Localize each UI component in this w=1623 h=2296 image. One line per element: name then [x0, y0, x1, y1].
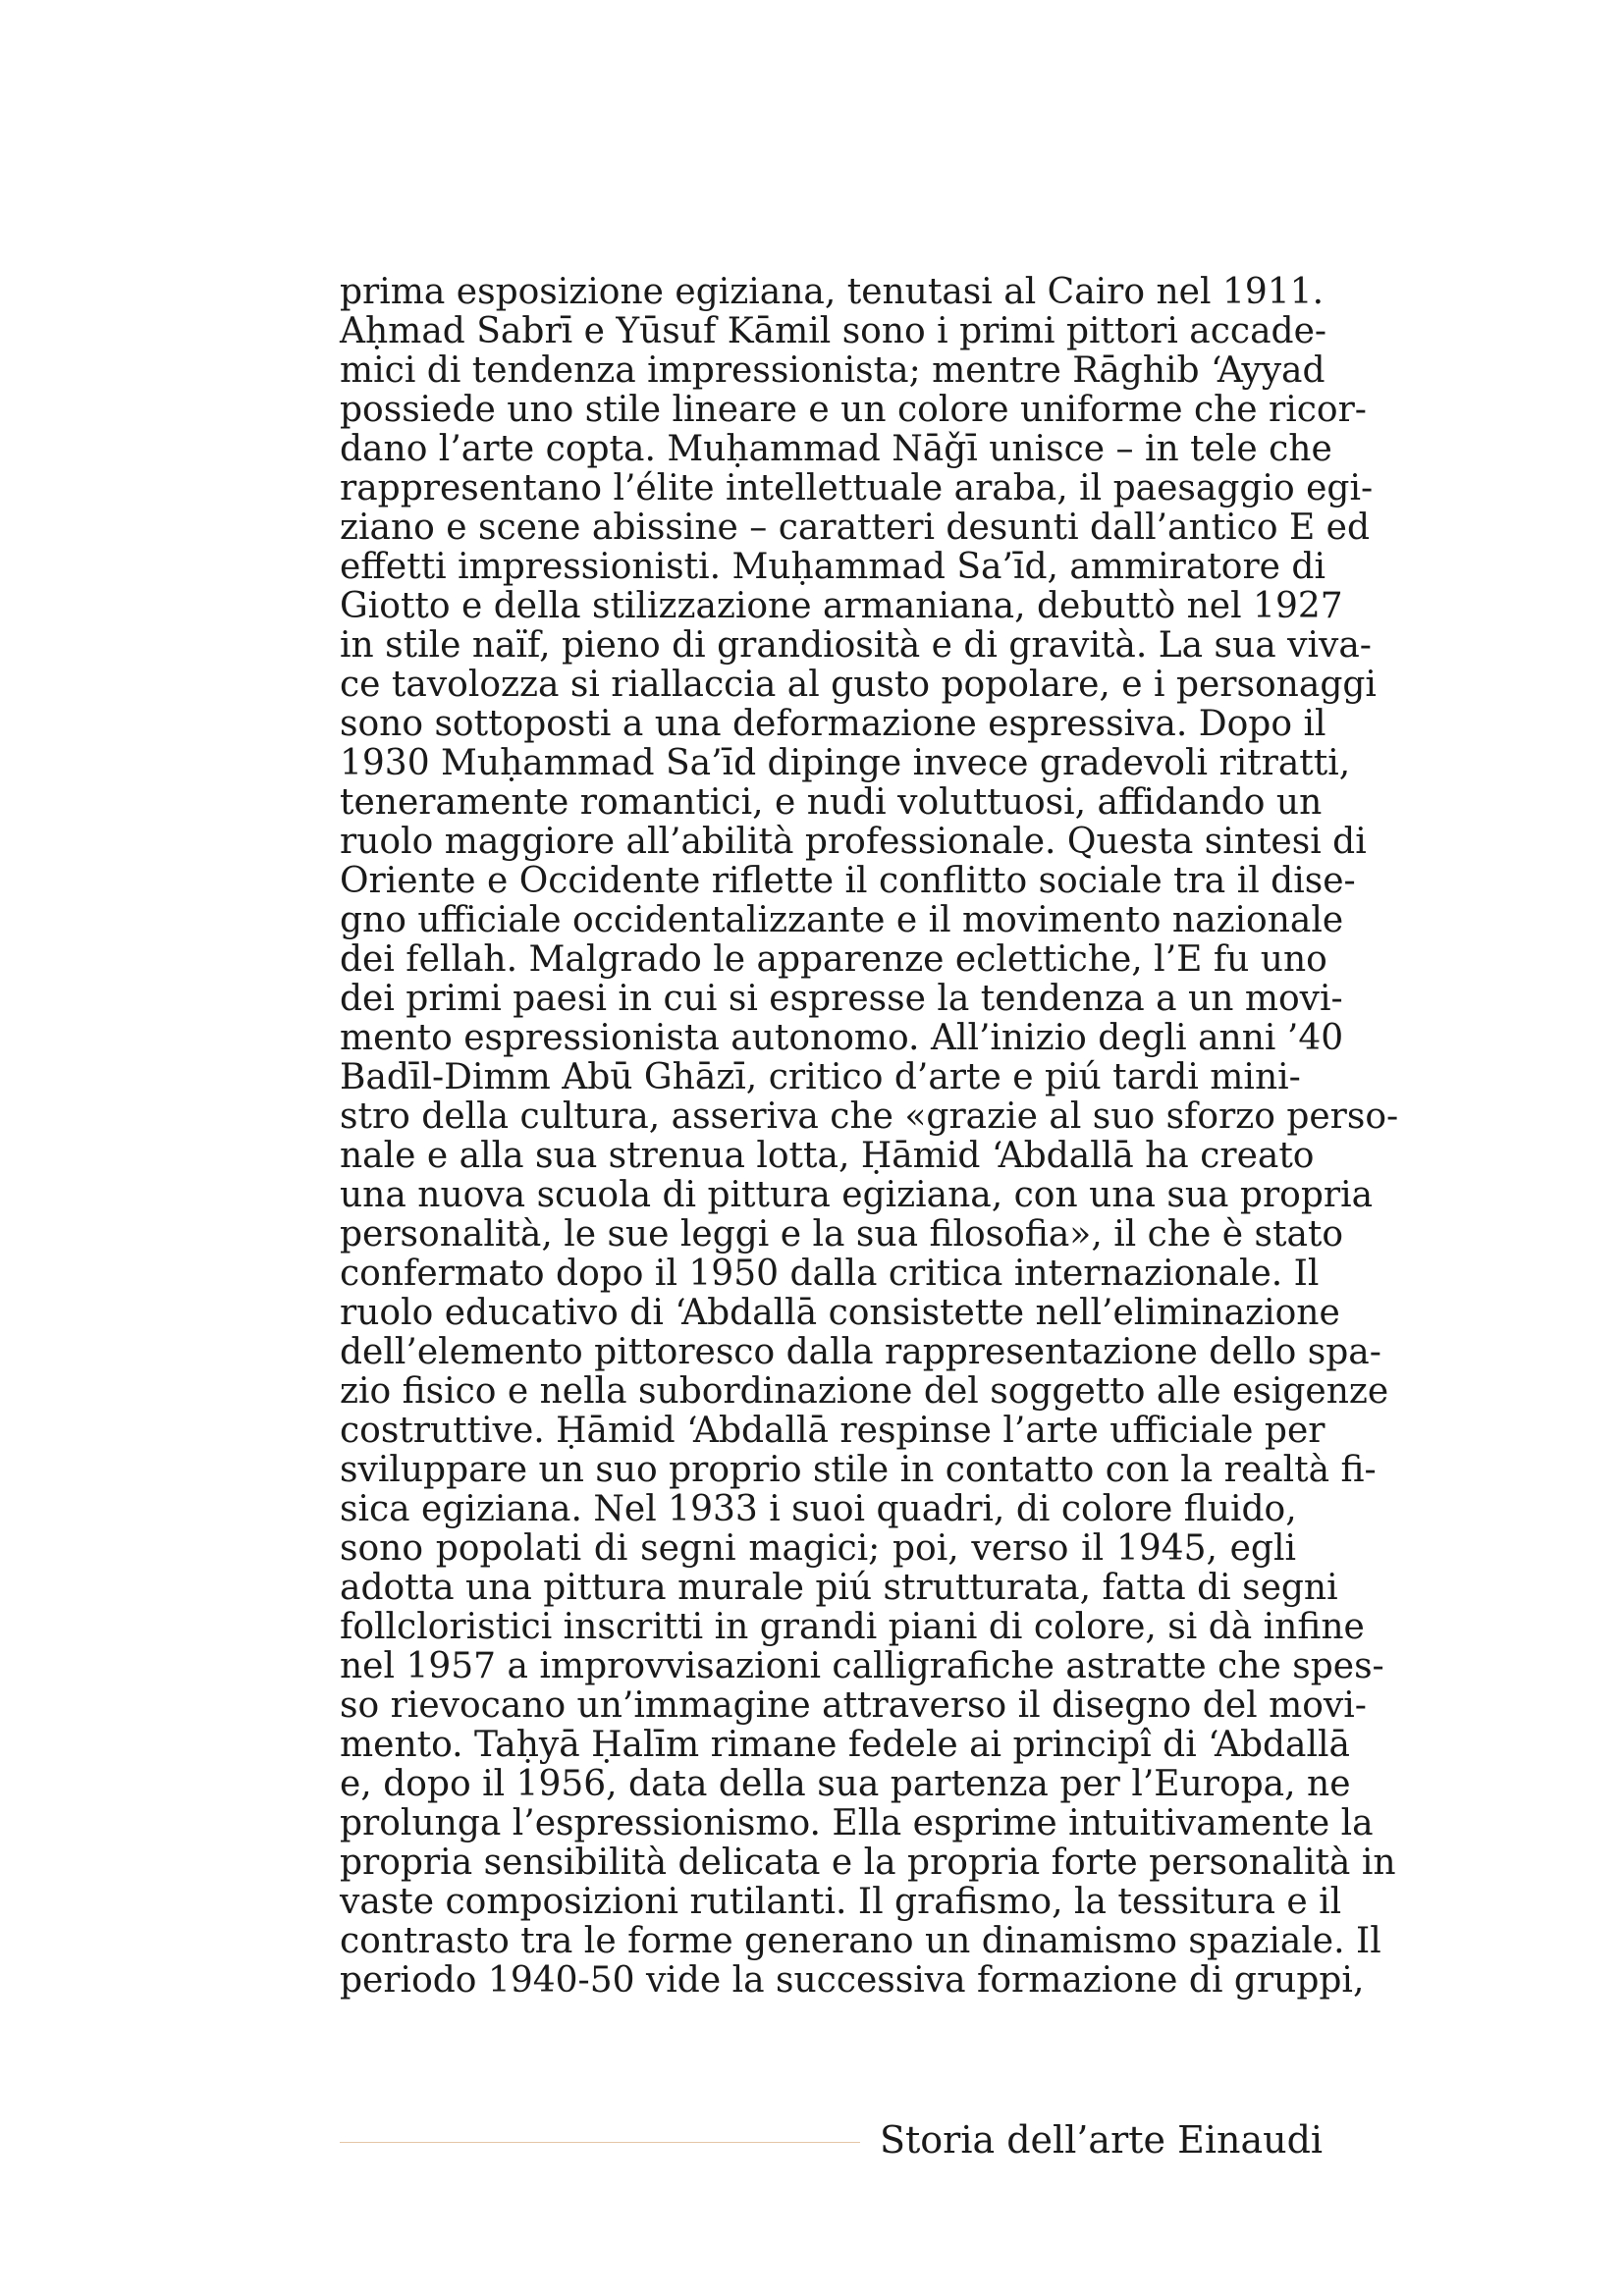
text-line: effetti impressionisti. Muḥammad Sa’īd, ammiratore di	[340, 547, 1325, 587]
text-line: ruolo educativo di ‘Abdallā consistette nell’eliminazione	[340, 1293, 1340, 1333]
text-line: costruttive. Ḥāmid ‘Abdallā respinse l’arte ufficiale per	[340, 1411, 1325, 1451]
text-line: ruolo maggiore all’abilità professionale. Questa sintesi di	[340, 822, 1367, 862]
text-line: zio fisico e nella subordinazione del soggetto alle esigenze	[340, 1371, 1389, 1412]
text-line: Badīl-Dimm Abū Ghāzī, critico d’arte e piú tardi mini-	[340, 1057, 1301, 1097]
text-line: 1930 Muḥammad Sa’īd dipinge invece gradevoli ritratti,	[340, 743, 1351, 783]
text-line: Oriente e Occidente riflette il conflitto sociale tra il dise-	[340, 861, 1356, 901]
footer-title: Storia dell’arte Einaudi	[880, 2118, 1324, 2162]
text-line: personalità, le sue leggi e la sua filosofia», il che è stato	[340, 1214, 1344, 1255]
text-line: Aḥmad Sabrī e Yūsuf Kāmil sono i primi pittori accade-	[340, 311, 1327, 351]
text-line: dei fellah. Malgrado le apparenze eclettiche, l’E fu uno	[340, 939, 1327, 980]
body-text	[340, 272, 1399, 2001]
text-line: sviluppare un suo proprio stile in contatto con la realtà fi-	[340, 1450, 1377, 1490]
text-line: contrasto tra le forme generano un dinamismo spaziale. Il	[340, 1921, 1381, 1961]
text-line: vaste composizioni rutilanti. Il grafismo, la tessitura e il	[340, 1882, 1342, 1922]
text-line: teneramente romantici, e nudi voluttuosi, affidando un	[340, 782, 1323, 823]
text-line: rappresentano l’élite intellettuale araba, il paesaggio egi-	[340, 468, 1374, 508]
footer-rule	[340, 2142, 860, 2143]
text-line: so rievocano un’immagine attraverso il disegno del movi-	[340, 1685, 1367, 1726]
text-line: confermato dopo il 1950 dalla critica internazionale. Il	[340, 1254, 1320, 1294]
text-line: possiede uno stile lineare e un colore uniforme che ricor-	[340, 390, 1367, 430]
text-line: ce tavolozza si riallaccia al gusto popolare, e i personaggi	[340, 665, 1377, 705]
text-line: gno ufficiale occidentalizzante e il movimento nazionale	[340, 900, 1344, 940]
text-line: mento espressionista autonomo. All’inizio degli anni ’40	[340, 1018, 1344, 1058]
text-line: propria sensibilità delicata e la propria forte personalità in	[340, 1842, 1396, 1883]
text-line: dano l’arte copta. Muḥammad Nāǧī unisce – in tele che	[340, 429, 1332, 469]
text-line: adotta una pittura murale piú strutturata, fatta di segni	[340, 1568, 1338, 1608]
text-line: nale e alla sua strenua lotta, Ḥāmid ‘Abdallā ha creato	[340, 1136, 1315, 1176]
text-line: mento. Taḥyā Ḥalīm rimane fedele ai principî di ‘Abdallā	[340, 1725, 1350, 1765]
text-line: sono sottoposti a una deformazione espressiva. Dopo il	[340, 704, 1326, 744]
text-line: stro della cultura, asseriva che «grazie al suo sforzo perso-	[340, 1096, 1399, 1137]
text-line: sono popolati di segni magici; poi, verso il 1945, egli	[340, 1528, 1296, 1569]
text-line: una nuova scuola di pittura egiziana, con una sua propria	[340, 1175, 1374, 1215]
text-line: dell’elemento pittoresco dalla rappresentazione dello spa-	[340, 1332, 1381, 1372]
text-line: ziano e scene abissine – caratteri desunti dall’antico E ed	[340, 507, 1371, 548]
text-line: dei primi paesi in cui si espresse la tendenza a un movi-	[340, 979, 1343, 1019]
text-line: mici di tendenza impressionista; mentre Rāghib ‘Ayyad	[340, 350, 1325, 391]
text-line: sica egiziana. Nel 1933 i suoi quadri, di colore fluido,	[340, 1489, 1297, 1529]
text-line: follcloristici inscritti in grandi piani di colore, si dà infine	[340, 1607, 1365, 1647]
text-line: e, dopo il 1956, data della sua partenza per l’Europa, ne	[340, 1764, 1351, 1804]
text-line: Giotto e della stilizzazione armaniana, debuttò nel 1927	[340, 586, 1343, 626]
text-line: nel 1957 a improvvisazioni calligrafiche astratte che spes-	[340, 1646, 1384, 1686]
text-line: in stile naïf, pieno di grandiosità e di gravità. La sua viva-	[340, 625, 1372, 666]
text-line: prolunga l’espressionismo. Ella esprime intuitivamente la	[340, 1803, 1374, 1843]
text-line: periodo 1940-50 vide la successiva formazione di gruppi,	[340, 1960, 1365, 2001]
text-line: prima esposizione egiziana, tenutasi al Cairo nel 1911.	[340, 272, 1325, 312]
